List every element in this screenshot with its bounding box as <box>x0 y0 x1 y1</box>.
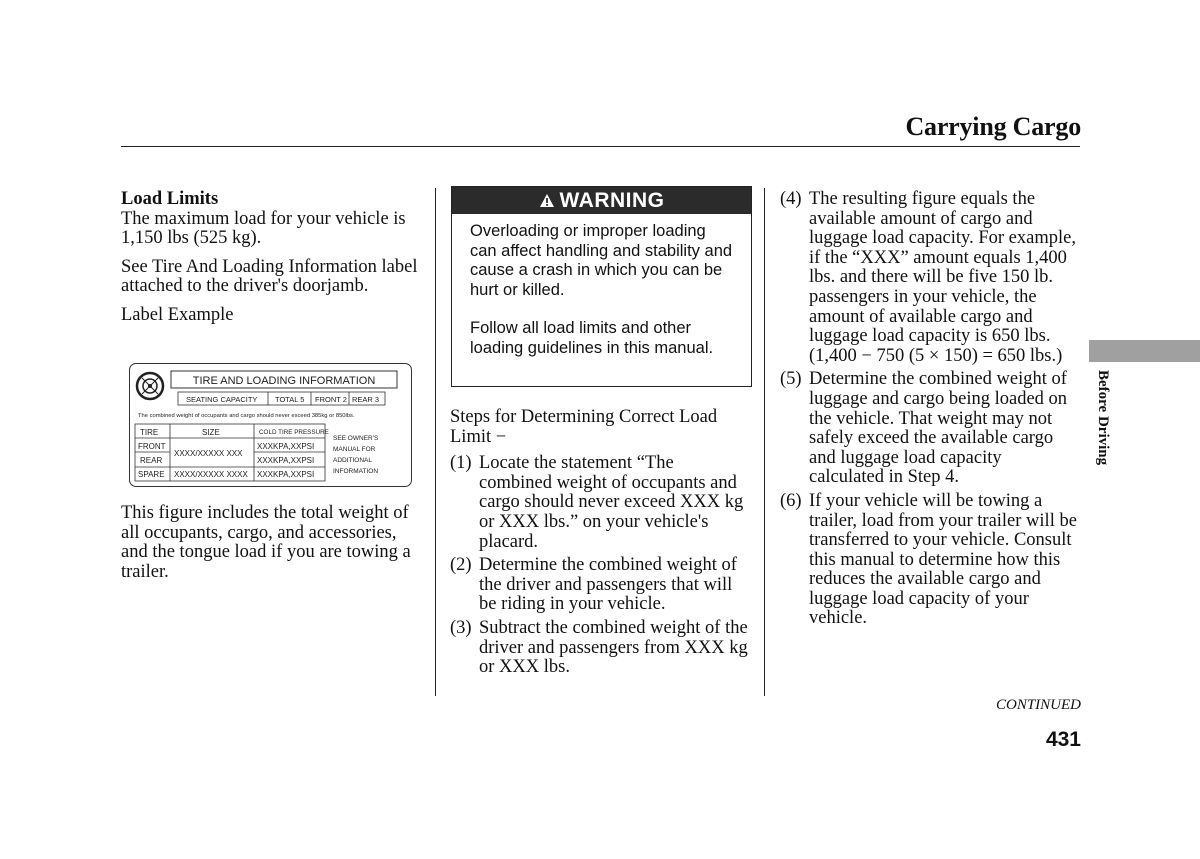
left-column-lower <box>121 504 421 591</box>
step-1 <box>450 454 750 552</box>
step-4 <box>780 190 1080 366</box>
step-3 <box>450 619 750 678</box>
steps-intro: Steps for Determining Correct Load Limit − <box>450 407 718 447</box>
pressure-spare: XXXKPA,XXPSI <box>257 470 315 479</box>
see-manual-3: ADDITIONAL <box>333 457 373 464</box>
step-number: (3) <box>450 617 472 638</box>
section-tab-marker <box>1089 340 1200 362</box>
tire-loading-label <box>129 363 412 487</box>
see-manual-4: INFORMATION <box>333 468 379 475</box>
seating-total: TOTAL 5 <box>275 395 305 404</box>
warning-paragraph-2: Follow all load limits and other loading guidelines in this manual. <box>470 319 714 357</box>
section-tab-label: Before Driving <box>1095 370 1111 466</box>
page-title: Carrying Cargo <box>905 112 1081 141</box>
see-manual-2: MANUAL FOR <box>333 446 376 453</box>
step-number: (4) <box>780 189 802 209</box>
tire-icon <box>137 373 163 399</box>
warning-body <box>452 214 751 359</box>
row-spare: SPARE <box>138 470 165 479</box>
size-spare: XXXX/XXXXX XXXX <box>174 470 248 479</box>
warning-triangle-icon <box>539 193 555 208</box>
step-calculation: (1,400 − 750 (5 × 150) = 650 lbs.) <box>809 345 1063 366</box>
size-front-rear: XXXX/XXXXX XXX <box>174 449 243 458</box>
label-location-paragraph: See Tire And Loading Information label attached to the driver's doorjamb. <box>121 256 418 297</box>
label-example-caption: Label Example <box>121 304 234 325</box>
left-column <box>121 190 421 335</box>
right-column <box>780 190 1080 633</box>
step-6 <box>780 492 1080 629</box>
warning-title: WARNING <box>559 188 665 212</box>
col-size: SIZE <box>202 428 220 437</box>
see-manual-1: SEE OWNER'S <box>333 435 379 442</box>
step-text: Determine the combined weight of the driver and passengers that will be riding in your vehicle. <box>479 555 737 615</box>
warning-paragraph-1: Overloading or improper loading can affect handling and stability and cause a crash in which you can be hurt or killed. <box>470 222 733 299</box>
pressure-front: XXXKPA,XXPSI <box>257 442 315 451</box>
row-front: FRONT <box>138 442 166 451</box>
middle-column <box>450 408 750 682</box>
step-5 <box>780 370 1080 488</box>
step-number: (2) <box>450 555 472 576</box>
combined-weight-note: The combined weight of occupants and cargo should never exceed 385kg or 850lbs. <box>138 413 355 419</box>
col-tire: TIRE <box>140 428 159 437</box>
header-rule <box>121 146 1080 147</box>
step-text: Locate the statement “The combined weight of occupants and cargo should never exceed XXX kg or XXX lbs.” on your vehicle's placard. <box>479 453 744 552</box>
step-text: If your vehicle will be towing a trailer, load from your trailer will be transferred to your vehicle. Consult this manual to determine how this reduces the available cargo and luggage load capacity of your vehicle. <box>809 490 1077 629</box>
col-pressure: COLD TIRE PRESSURE <box>259 429 329 436</box>
seating-rear: REAR 3 <box>352 395 380 404</box>
step-text: Subtract the combined weight of the driver and passengers from XXX kg or XXX lbs. <box>479 617 748 678</box>
step-text: Determine the combined weight of luggage and cargo being loaded on the vehicle. That weight may not safely exceed the available cargo and luggage load capacity calculated in Step 4. <box>809 369 1068 488</box>
step-text: The resulting figure equals the available amount of cargo and luggage load capacity. For example, if the “XXX” amount equals 1,400 lbs. and there will be five 150 lb. passengers in your vehicle, the amount of available cargo and luggage load capacity is 650 lbs. <box>809 189 1076 347</box>
column-divider-right <box>764 188 765 696</box>
warning-box <box>451 186 752 387</box>
warning-header <box>452 187 751 214</box>
continued-note: CONTINUED <box>995 697 1081 713</box>
row-rear: REAR <box>140 456 163 465</box>
step-number: (5) <box>780 369 802 390</box>
tire-label-figure <box>130 364 411 486</box>
max-load-paragraph: The maximum load for your vehicle is 1,150 lbs (525 kg). <box>121 208 406 249</box>
seating-capacity-label: SEATING CAPACITY <box>186 395 258 404</box>
pressure-rear: XXXKPA,XXPSI <box>257 456 315 465</box>
label-title: TIRE AND LOADING INFORMATION <box>192 375 376 387</box>
load-limits-heading: Load Limits <box>121 189 219 209</box>
step-2 <box>450 556 750 615</box>
seating-front: FRONT 2 <box>315 395 347 404</box>
column-divider-left <box>435 188 436 696</box>
figure-explanation-paragraph: This figure includes the total weight of all occupants, cargo, and accessories, and the tongue load if you are towing a trailer. <box>121 503 411 582</box>
step-number: (1) <box>450 453 472 474</box>
step-number: (6) <box>780 490 802 511</box>
page-number: 431 <box>1045 728 1081 751</box>
